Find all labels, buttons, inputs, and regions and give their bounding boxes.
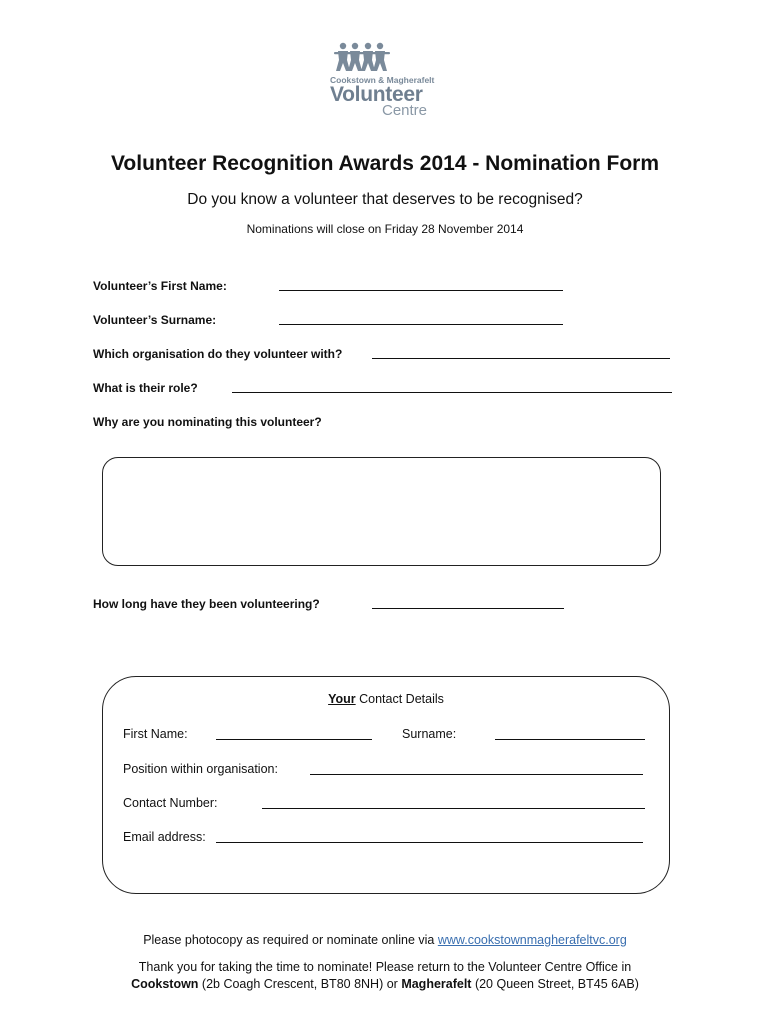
logo-volunteer-word: Volunteer [330,83,423,106]
role-label: What is their role? [93,381,198,395]
surname-label: Volunteer’s Surname: [93,313,217,327]
contact-surname-field[interactable] [495,739,645,740]
surname-field[interactable] [279,324,563,325]
people-figures-icon [334,42,390,72]
photocopy-note: Please photocopy as required or nominate online via www.cookstownmagherafeltvc.org [143,933,627,947]
position-label: Position within organisation: [123,762,278,776]
logo-centre-word: Centre [382,102,428,119]
contact-details-box [102,676,670,894]
organisation-field[interactable] [372,358,670,359]
volunteer-centre-logo [330,42,445,122]
return-addresses: Cookstown (2b Coagh Crescent, BT80 8NH) or Magherafelt (20 Queen Street, BT45 6AB) [131,977,639,991]
contact-number-label: Contact Number: [123,796,218,810]
contact-first-name-field[interactable] [216,739,372,740]
closing-date-notice: Nominations will close on Friday 28 November 2014 [246,222,524,236]
contact-first-name-label: First Name: [123,727,188,741]
duration-field[interactable] [372,608,564,609]
form-subtitle: Do you know a volunteer that deserves to be recognised? [187,191,583,208]
website-link[interactable]: www.cookstownmagherafeltvc.org [437,933,627,947]
first-name-field[interactable] [279,290,563,291]
role-field[interactable] [232,392,672,393]
contact-number-field[interactable] [262,808,645,809]
email-field[interactable] [216,842,643,843]
duration-label: How long have they been volunteering? [93,597,320,611]
reason-text-box[interactable] [102,457,661,566]
first-name-label: Volunteer’s First Name: [93,279,227,293]
contact-details-title: Your Contact Details [328,692,444,706]
email-label: Email address: [123,830,206,844]
logo-org-name: Cookstown & Magherafelt [330,75,435,85]
position-field[interactable] [310,774,643,775]
thanks-note: Thank you for taking the time to nominate! Please return to the Volunteer Centre Office in [138,960,632,974]
reason-label: Why are you nominating this volunteer? [93,415,322,429]
organisation-label: Which organisation do they volunteer with? [93,347,343,361]
form-title: Volunteer Recognition Awards 2014 - Nomination Form [110,152,660,175]
contact-surname-label: Surname: [402,727,457,741]
